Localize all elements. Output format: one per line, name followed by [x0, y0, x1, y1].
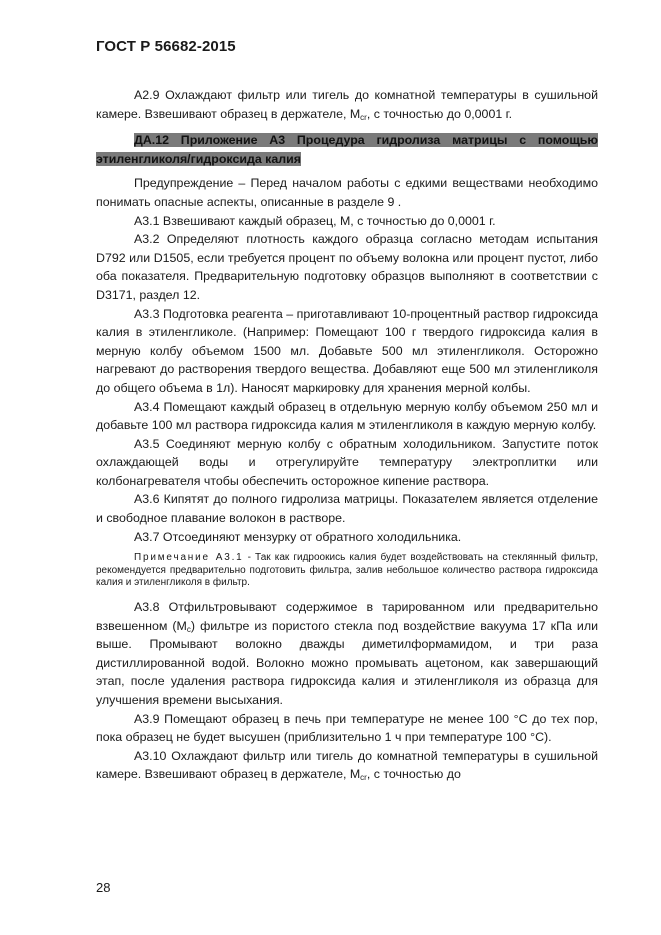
paragraph-a3-4: А3.4 Помещают каждый образец в отдельную мерную колбу объемом 250 мл и добавьте 100 мл раствора гидроксида калия м этиленгликоля в каждую мерную колбу. — [96, 399, 598, 433]
paragraph-a3-3: А3.3 Подготовка реагента – приготавливают 10-процентный раствор гидроксида калия в этиленгликоле. (Например: Помещают 100 г твердого гидроксида калия в мерную колбу объемом 1500 мл. Добавьте 500 мл этиленгликоля. Осторожно нагревают до растворения твердого вещества. Добавляют еще 500 мл этиленгликоля до общего объема в 1л). Наносят маркировку для хранения мерной колбы. — [96, 306, 598, 395]
paragraph-a3-2: А3.2 Определяют плотность каждого образца согласно методам испытания D792 или D1505, если требуется процент по объему волокна или процент пустот, либо оба показателя. Предварительную подготовку образцов выполняют в соответствии с D3171, раздел 12. — [96, 232, 598, 302]
paragraph-a3-8: А3.8 Отфильтровывают содержимое в тарированном или предварительно взвешенном $(М_с)$ фильтре из пористого стекла под воздействие вакуума 17 кПа или выше. Промывают волокно дважды диметилформамидом, и три раза дистиллированной водой. Волокно можно промывать ацетоном, как завершающий этап, после удаления раствора гидроксида калия и этиленгликоля из образца для улучшения времени высыхания. — [96, 600, 598, 707]
paragraph-a2-9: А2.9 Охлаждают фильтр или тигель до комнатной температуры в сушильной камере. Взвешивают образец в держателе, $М_{cr}$, с точностью до 0,0001 г. — [96, 88, 598, 122]
section-title — [96, 131, 598, 168]
note-text: - Так как гидроокись калия будет воздействовать на стеклянный фильтр, рекомендуется предварительно подготовить фильтра, залив небольшое количество раствора гидроксида калия и этиленгликоля в фильтр. — [96, 552, 598, 589]
subscript: cr — [360, 112, 367, 122]
page-number: 28 — [96, 880, 111, 895]
document-header: ГОСТ Р 56682-2015 — [96, 38, 236, 55]
subscript: cr — [360, 773, 367, 783]
paragraph-a3-9: А3.9 Помещают образец в печь при температуре не менее 100 °С до тех пор, пока образец не будет высушен (приблизительно 1 ч при температуре 100 °С). — [96, 711, 598, 745]
subscript: с — [186, 624, 191, 634]
paragraph-a3-5: А3.5 Соединяют мерную колбу с обратным холодильником. Запустите поток охлаждающей воды и отрегулируйте температуру электроплитки или колбонагревателя чтобы обеспечить осторожное кипение раствора. — [96, 436, 598, 488]
paragraph-a3-10: А3.10 Охлаждают фильтр или тигель до комнатной температуры в сушильной камере. Взвешивают образец в держателе, $М_{cr}$, с точностью до — [96, 748, 598, 783]
note-a3-1 — [96, 552, 598, 590]
warning-paragraph: Предупреждение – Перед началом работы с едкими веществами необходимо понимать опасные аспекты, описанные в разделе 9 . — [96, 176, 598, 209]
note-label: Примечание А3.1 — [134, 552, 244, 564]
document-body — [96, 86, 598, 784]
paragraph-a3-7: А3.7 Отсоединяют мензурку от обратного холодильника. — [134, 529, 462, 544]
paragraph-a3-1: А3.1 Взвешивают каждый образец, М, с точностью до 0,0001 г. — [134, 213, 496, 228]
paragraph-a3-6: А3.6 Кипятят до полного гидролиза матрицы. Показателем является отделение и свободное плавание волокон в растворе. — [96, 492, 598, 526]
section-title-text: ДА.12 Приложение А3 Процедура гидролиза матрицы с помощью этиленгликоля/гидроксида калия — [96, 133, 598, 166]
